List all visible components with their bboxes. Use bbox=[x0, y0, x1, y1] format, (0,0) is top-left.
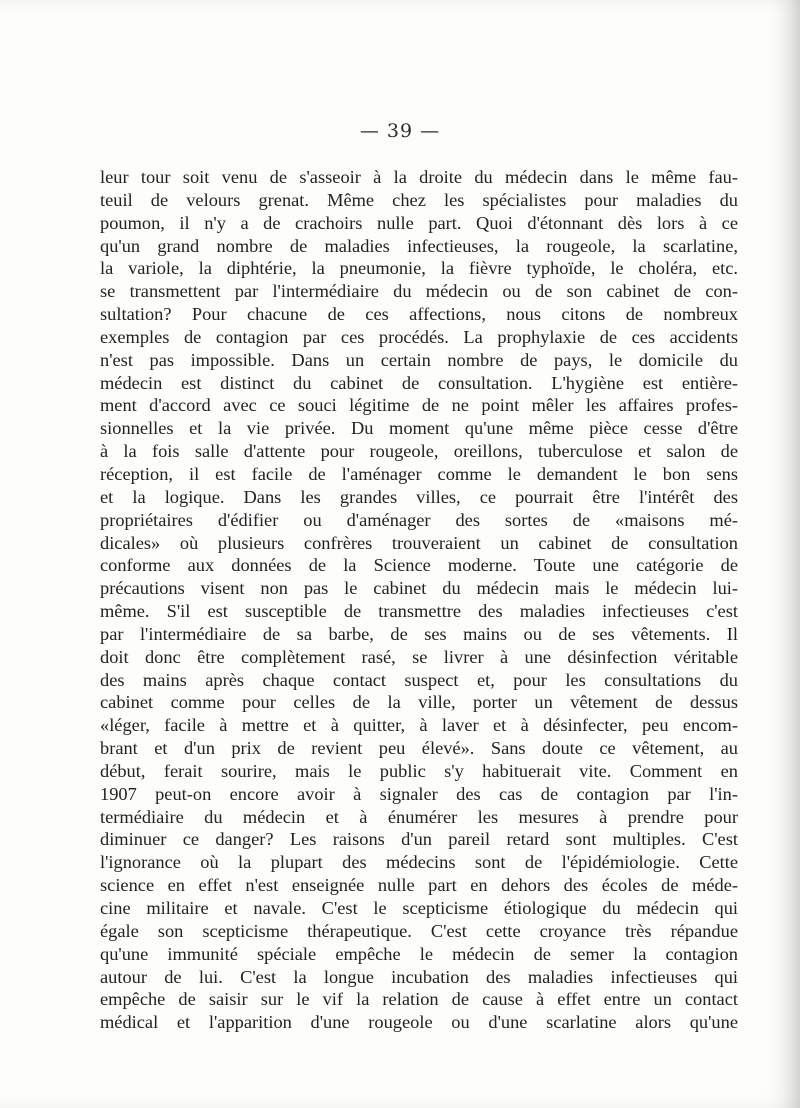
text-line: précautions visent non pas le cabinet du médecin mais le médecin lui- bbox=[100, 578, 738, 599]
text-line: et la logique. Dans les grandes villes, ce pourrait être l'intérêt des bbox=[100, 486, 738, 507]
text-line: sultation? Pour chacune de ces affections, nous citons de nombreux bbox=[100, 304, 738, 325]
text-line: des mains après chaque contact suspect et, pour les consultations du bbox=[100, 669, 738, 690]
text-line: poumon, il n'y a de crachoirs nulle part. Quoi d'étonnant dès lors à ce bbox=[100, 212, 738, 233]
text-line: leur tour soit venu de s'asseoir à la droite du médecin dans le même fau- bbox=[100, 167, 738, 187]
text-line: propriétaires d'édifier ou d'aménager des sortes de «maisons mé- bbox=[100, 509, 738, 530]
text-line: qu'une immunité spéciale empêche le médecin de semer la contagion bbox=[100, 943, 738, 964]
text-line: médical et l'apparition d'une rougeole ou d'une scarlatine alors qu'une bbox=[100, 1012, 738, 1033]
text-line: teuil de velours grenat. Même chez les spécialistes pour maladies du bbox=[100, 189, 738, 210]
text-line: sionnelles et la vie privée. Du moment qu'une même pièce cesse d'être bbox=[100, 418, 738, 439]
text-line: exemples de contagion par ces procédés. La prophylaxie de ces accidents bbox=[100, 326, 738, 347]
text-line: même. S'il est susceptible de transmettre des maladies infectieuses c'est bbox=[100, 601, 738, 622]
text-line: par l'intermédiaire de sa barbe, de ses mains ou de ses vêtements. Il bbox=[100, 623, 738, 644]
text-line: brant et d'un prix de revient peu élevé». Sans doute ce vêtement, au bbox=[100, 738, 738, 759]
text-line: se transmettent par l'intermédiaire du médecin ou de son cabinet de con- bbox=[100, 281, 738, 302]
text-line: diminuer ce danger? Les raisons d'un pareil retard sont multiples. C'est bbox=[100, 829, 738, 850]
text-line: empêche de saisir sur le vif la relation de cause à effet entre un contact bbox=[100, 989, 738, 1010]
text-line: «léger, facile à mettre et à quitter, à laver et à désinfecter, peu encom- bbox=[100, 715, 738, 736]
text-line: n'est pas impossible. Dans un certain nombre de pays, le domicile du bbox=[100, 349, 738, 370]
text-line: réception, il est facile de l'aménager comme le demandent le bon sens bbox=[100, 463, 738, 484]
body-text bbox=[100, 166, 738, 1034]
text-line: cine militaire et navale. C'est le scepticisme étiologique du médecin qui bbox=[100, 898, 738, 918]
text-line: qu'un grand nombre de maladies infectieuses, la rougeole, la scarlatine, bbox=[100, 235, 738, 256]
text-line: autour de lui. C'est la longue incubation des maladies infectieuses qui bbox=[100, 966, 738, 987]
text-line: égale son scepticisme thérapeutique. C'est cette croyance très répandue bbox=[100, 920, 738, 941]
text-line: début, ferait sourire, mais le public s'y habituerait vite. Comment en bbox=[100, 760, 738, 781]
text-line: ment d'accord avec ce souci légitime de ne point mêler les affaires profes- bbox=[100, 395, 738, 416]
text-line: science en effet n'est enseignée nulle part en dehors des écoles de méde- bbox=[100, 875, 738, 896]
text-line: 1907 peut-on encore avoir à signaler des cas de contagion par l'in- bbox=[100, 783, 738, 804]
text-line: médecin est distinct du cabinet de consultation. L'hygiène est entière- bbox=[100, 372, 738, 393]
page-number: — 39 — bbox=[359, 120, 441, 142]
text-line: termédiaire du médecin et à énumérer les mesures à prendre pour bbox=[100, 806, 738, 827]
text-line: conforme aux données de la Science moderne. Toute une catégorie de bbox=[100, 555, 738, 576]
text-line: à la fois salle d'attente pour rougeole, oreillons, tuberculose et salon de bbox=[100, 441, 738, 462]
text-line: dicales» où plusieurs confrères trouveraient un cabinet de consultation bbox=[100, 532, 738, 553]
text-line: l'ignorance où la plupart des médecins sont de l'épidémiologie. Cette bbox=[100, 852, 738, 873]
text-line: cabinet comme pour celles de la ville, porter un vêtement de dessus bbox=[100, 692, 738, 713]
text-line: la variole, la diphtérie, la pneumonie, la fièvre typhoïde, le choléra, etc. bbox=[100, 258, 738, 279]
text-line: doit donc être complètement rasé, se livrer à une désinfection véritable bbox=[100, 646, 738, 667]
